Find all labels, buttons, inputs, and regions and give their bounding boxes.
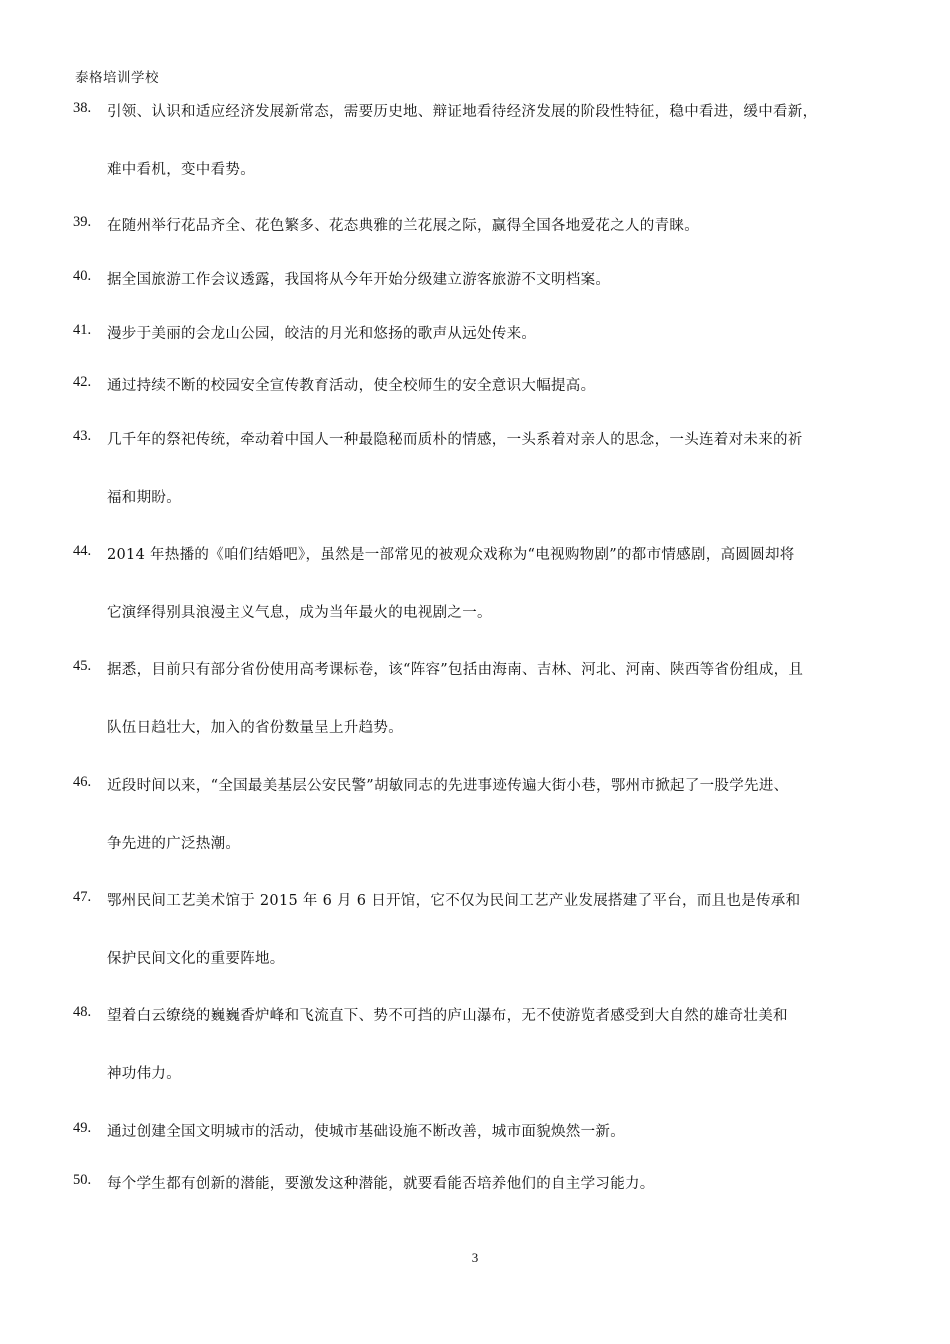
item-number: 49. [73, 1120, 92, 1136]
item-text-line: 福和期盼。 [107, 490, 181, 506]
school-header: 泰格培训学校 [75, 70, 159, 86]
item-text-line: 保护民间文化的重要阵地。 [107, 951, 285, 967]
item-number: 46. [73, 774, 92, 790]
page-number: 3 [471, 1250, 479, 1265]
item-text-line: 漫步于美丽的会龙山公园，皎洁的月光和悠扬的歌声从远处传来。 [107, 326, 537, 342]
item-text-line: 鄂州民间工艺美术馆于 2015 年 6 月 6 日开馆，它不仅为民间工艺产业发展搭建了平台，而且也是传承和 [107, 893, 801, 909]
item-text-line: 几千年的祭祀传统，牵动着中国人一种最隐秘而质朴的情感，一头系着对亲人的思念，一头连着对未来的祈 [107, 432, 803, 448]
item-text-line: 争先进的广泛热潮。 [107, 836, 241, 852]
item-number: 43. [73, 428, 92, 444]
item-text-line: 难中看机，变中看势。 [107, 162, 255, 178]
item-text-line: 通过创建全国文明城市的活动，使城市基础设施不断改善，城市面貌焕然一新。 [107, 1124, 625, 1140]
item-number: 40. [73, 268, 92, 284]
item-text-line: 引领、认识和适应经济发展新常态，需要历史地、辩证地看待经济发展的阶段性特征，稳中看进，缓中看新， [107, 104, 818, 120]
item-text-line: 队伍日趋壮大，加入的省份数量呈上升趋势。 [107, 720, 403, 736]
item-text-line: 望着白云缭绕的巍巍香炉峰和飞流直下、势不可挡的庐山瀑布，无不使游览者感受到大自然的雄奇壮美和 [107, 1008, 788, 1024]
item-text-line: 在随州举行花品齐全、花色繁多、花态典雅的兰花展之际，赢得全国各地爱花之人的青睐。 [107, 218, 699, 234]
item-number: 38. [73, 100, 92, 116]
item-number: 45. [73, 658, 92, 674]
item-text-line: 它演绎得别具浪漫主义气息，成为当年最火的电视剧之一。 [107, 605, 492, 621]
item-text-line: 神功伟力。 [107, 1066, 181, 1082]
item-number: 47. [73, 889, 92, 905]
item-number: 42. [73, 374, 92, 390]
item-text-line: 近段时间以来，“全国最美基层公安民警”胡敏同志的先进事迹传遍大街小巷，鄂州市掀起了一股学先进、 [107, 778, 789, 794]
item-text-line: 据悉，目前只有部分省份使用高考课标卷，该“阵容”包括由海南、吉林、河北、河南、陕西等省份组成，且 [107, 662, 804, 678]
item-text-line: 通过持续不断的校园安全宣传教育活动，使全校师生的安全意识大幅提高。 [107, 378, 596, 394]
item-number: 50. [73, 1172, 92, 1188]
item-number: 44. [73, 543, 92, 559]
item-text-line: 每个学生都有创新的潜能，要激发这种潜能，就要看能否培养他们的自主学习能力。 [107, 1176, 655, 1192]
item-number: 41. [73, 322, 92, 338]
item-text-line: 2014 年热播的《咱们结婚吧》，虽然是一部常见的被观众戏称为“电视购物剧”的都市情感剧，高圆圆却将 [107, 547, 795, 563]
item-number: 48. [73, 1004, 92, 1020]
item-text-line: 据全国旅游工作会议透露，我国将从今年开始分级建立游客旅游不文明档案。 [107, 272, 611, 288]
item-number: 39. [73, 214, 92, 230]
